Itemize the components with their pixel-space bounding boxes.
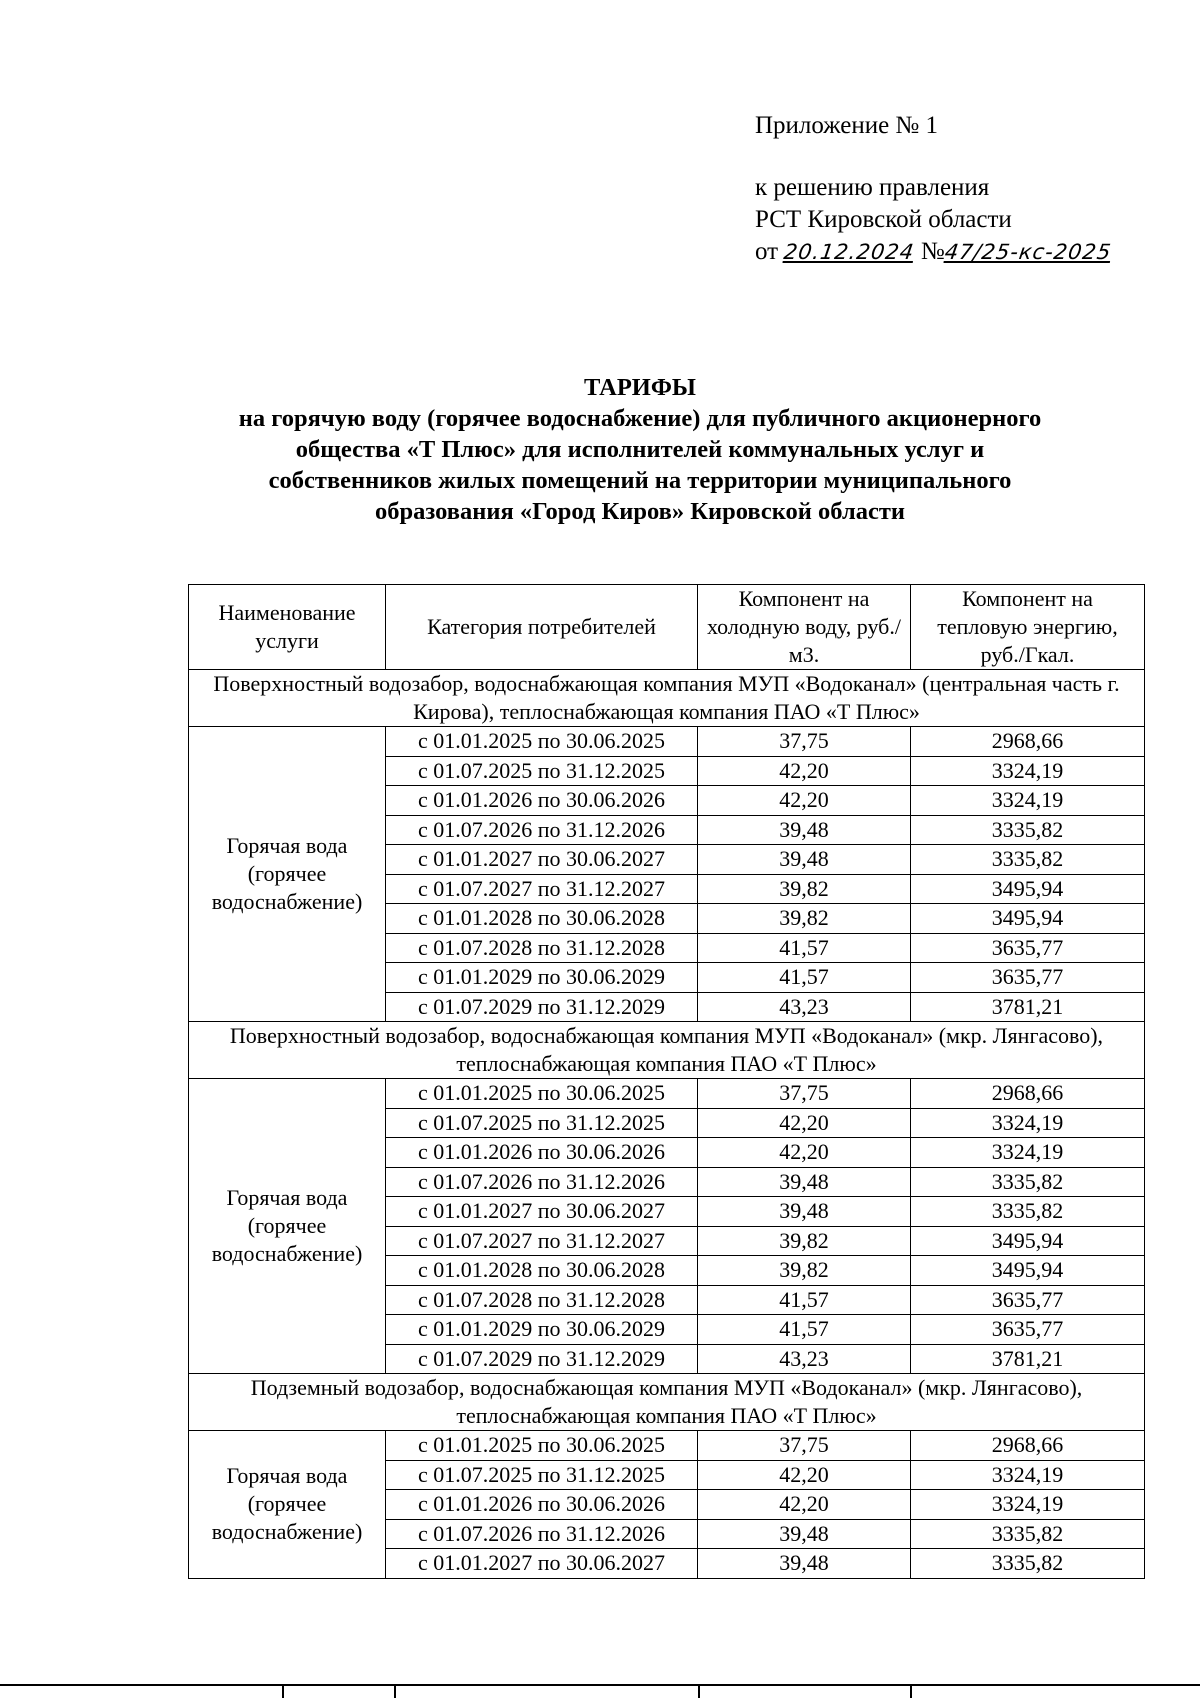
- period-cell: с 01.07.2026 по 31.12.2026: [386, 1167, 698, 1197]
- period-cell: с 01.01.2027 по 30.06.2027: [386, 1549, 698, 1579]
- table-row: [189, 727, 1145, 757]
- document-title: [160, 372, 1120, 527]
- heat-energy-cell: 3324,19: [911, 756, 1145, 786]
- cold-water-cell: 42,20: [698, 786, 911, 816]
- cold-water-cell: 37,75: [698, 1079, 911, 1109]
- heat-energy-cell: 3495,94: [911, 1256, 1145, 1286]
- period-cell: с 01.01.2026 по 30.06.2026: [386, 1138, 698, 1168]
- title-main: ТАРИФЫ: [584, 374, 696, 401]
- service-name-cell: Горячая вода (горячее водоснабжение): [189, 1079, 386, 1374]
- cold-water-cell: 42,20: [698, 1490, 911, 1520]
- cold-water-cell: 39,82: [698, 904, 911, 934]
- period-cell: с 01.01.2025 по 30.06.2025: [386, 1431, 698, 1461]
- section-heading-row: [189, 670, 1145, 727]
- heat-energy-cell: 3324,19: [911, 786, 1145, 816]
- cold-water-cell: 39,48: [698, 1519, 911, 1549]
- bottom-tick: [910, 1686, 912, 1698]
- heat-energy-cell: 3635,77: [911, 933, 1145, 963]
- heat-energy-cell: 3324,19: [911, 1490, 1145, 1520]
- cold-water-cell: 43,23: [698, 992, 911, 1022]
- title-line-2: общества «Т Плюс» для исполнителей коммунальных услуг и: [295, 436, 985, 463]
- cold-water-cell: 42,20: [698, 756, 911, 786]
- bottom-tick: [698, 1686, 700, 1698]
- cold-water-cell: 39,82: [698, 1226, 911, 1256]
- title-line-4: образования «Город Киров» Кировской области: [375, 498, 905, 525]
- heat-energy-cell: 3495,94: [911, 904, 1145, 934]
- cold-water-cell: 43,23: [698, 1344, 911, 1374]
- heat-energy-cell: 3335,82: [911, 1167, 1145, 1197]
- cold-water-cell: 39,48: [698, 1197, 911, 1227]
- bottom-tick: [394, 1686, 396, 1698]
- period-cell: с 01.01.2026 по 30.06.2026: [386, 1490, 698, 1520]
- heat-energy-cell: 3635,77: [911, 1285, 1145, 1315]
- tariff-table: [188, 584, 1145, 1579]
- cold-water-cell: 41,57: [698, 1285, 911, 1315]
- title-line-3: собственников жилых помещений на территории муниципального: [268, 467, 1012, 494]
- heat-energy-cell: 3335,82: [911, 815, 1145, 845]
- heat-energy-cell: 3635,77: [911, 963, 1145, 993]
- cold-water-cell: 41,57: [698, 933, 911, 963]
- section-heading-row: [189, 1022, 1145, 1079]
- heat-energy-cell: 3324,19: [911, 1108, 1145, 1138]
- period-cell: с 01.07.2028 по 31.12.2028: [386, 933, 698, 963]
- cold-water-cell: 39,48: [698, 815, 911, 845]
- period-cell: с 01.01.2026 по 30.06.2026: [386, 786, 698, 816]
- handwritten-date: 20.12.2024: [782, 240, 917, 264]
- cold-water-cell: 42,20: [698, 1138, 911, 1168]
- cold-water-cell: 42,20: [698, 1108, 911, 1138]
- heat-energy-cell: 3781,21: [911, 1344, 1145, 1374]
- section-heading-row: [189, 1374, 1145, 1431]
- header-service: Наименование услуги: [189, 585, 386, 670]
- table-body: [189, 670, 1145, 1579]
- cold-water-cell: 39,82: [698, 1256, 911, 1286]
- header-category: Категория потребителей: [386, 585, 698, 670]
- heat-energy-cell: 3324,19: [911, 1138, 1145, 1168]
- heat-energy-cell: 3335,82: [911, 1197, 1145, 1227]
- from-label: от: [755, 238, 779, 265]
- period-cell: с 01.07.2025 по 31.12.2025: [386, 756, 698, 786]
- period-cell: с 01.07.2025 по 31.12.2025: [386, 1460, 698, 1490]
- heat-energy-cell: 3335,82: [911, 1519, 1145, 1549]
- cold-water-cell: 41,57: [698, 1315, 911, 1345]
- period-cell: с 01.01.2028 по 30.06.2028: [386, 1256, 698, 1286]
- appendix-title: Приложение № 1: [755, 112, 939, 139]
- decision-line: к решению правления: [755, 174, 990, 201]
- period-cell: с 01.07.2027 по 31.12.2027: [386, 874, 698, 904]
- period-cell: с 01.01.2027 по 30.06.2027: [386, 845, 698, 875]
- period-cell: с 01.01.2025 по 30.06.2025: [386, 727, 698, 757]
- period-cell: с 01.01.2028 по 30.06.2028: [386, 904, 698, 934]
- cold-water-cell: 41,57: [698, 963, 911, 993]
- handwritten-number: 47/25-кс-2025: [943, 240, 1113, 264]
- appendix-block: [755, 110, 1111, 268]
- cold-water-cell: 42,20: [698, 1460, 911, 1490]
- heat-energy-cell: 2968,66: [911, 1079, 1145, 1109]
- header-heat-energy: Компонент на тепловую энергию, руб./Гкал.: [911, 585, 1145, 670]
- section-heading: Поверхностный водозабор, водоснабжающая компания МУП «Водоканал» (мкр. Лянгасово), теплоснабжающая компания ПАО «Т Плюс»: [189, 1022, 1145, 1079]
- section-heading: Подземный водозабор, водоснабжающая компания МУП «Водоканал» (мкр. Лянгасово), теплоснабжающая компания ПАО «Т Плюс»: [189, 1374, 1145, 1431]
- period-cell: с 01.07.2025 по 31.12.2025: [386, 1108, 698, 1138]
- heat-energy-cell: 3495,94: [911, 1226, 1145, 1256]
- heat-energy-cell: 3781,21: [911, 992, 1145, 1022]
- period-cell: с 01.07.2029 по 31.12.2029: [386, 1344, 698, 1374]
- table-row: [189, 1431, 1145, 1461]
- cold-water-cell: 39,48: [698, 1167, 911, 1197]
- table-header-row: [189, 585, 1145, 670]
- cold-water-cell: 39,48: [698, 845, 911, 875]
- heat-energy-cell: 3495,94: [911, 874, 1145, 904]
- period-cell: с 01.01.2025 по 30.06.2025: [386, 1079, 698, 1109]
- heat-energy-cell: 3335,82: [911, 1549, 1145, 1579]
- heat-energy-cell: 2968,66: [911, 1431, 1145, 1461]
- period-cell: с 01.01.2029 по 30.06.2029: [386, 1315, 698, 1345]
- bottom-tick: [282, 1686, 284, 1698]
- period-cell: с 01.07.2027 по 31.12.2027: [386, 1226, 698, 1256]
- header-cold-water: Компонент на холодную воду, руб./м3.: [698, 585, 911, 670]
- cold-water-cell: 39,48: [698, 1549, 911, 1579]
- period-cell: с 01.07.2026 по 31.12.2026: [386, 815, 698, 845]
- section-heading: Поверхностный водозабор, водоснабжающая компания МУП «Водоканал» (центральная часть г. Кирова), теплоснабжающая компания ПАО «Т Плюс»: [189, 670, 1145, 727]
- cold-water-cell: 37,75: [698, 727, 911, 757]
- cold-water-cell: 39,82: [698, 874, 911, 904]
- table-row: [189, 1079, 1145, 1109]
- period-cell: с 01.07.2029 по 31.12.2029: [386, 992, 698, 1022]
- period-cell: с 01.07.2026 по 31.12.2026: [386, 1519, 698, 1549]
- heat-energy-cell: 2968,66: [911, 727, 1145, 757]
- heat-energy-cell: 3335,82: [911, 845, 1145, 875]
- cold-water-cell: 37,75: [698, 1431, 911, 1461]
- number-sign: №: [920, 238, 945, 265]
- service-name-cell: Горячая вода (горячее водоснабжение): [189, 1431, 386, 1579]
- heat-energy-cell: 3324,19: [911, 1460, 1145, 1490]
- heat-energy-cell: 3635,77: [911, 1315, 1145, 1345]
- period-cell: с 01.01.2027 по 30.06.2027: [386, 1197, 698, 1227]
- authority-line: РСТ Кировской области: [755, 206, 1012, 233]
- service-name-cell: Горячая вода (горячее водоснабжение): [189, 727, 386, 1022]
- period-cell: с 01.01.2029 по 30.06.2029: [386, 963, 698, 993]
- title-line-1: на горячую воду (горячее водоснабжение) для публичного акционерного: [238, 405, 1042, 432]
- period-cell: с 01.07.2028 по 31.12.2028: [386, 1285, 698, 1315]
- decision-date-line: [755, 236, 1111, 268]
- page-bottom-rule: [0, 1684, 1200, 1686]
